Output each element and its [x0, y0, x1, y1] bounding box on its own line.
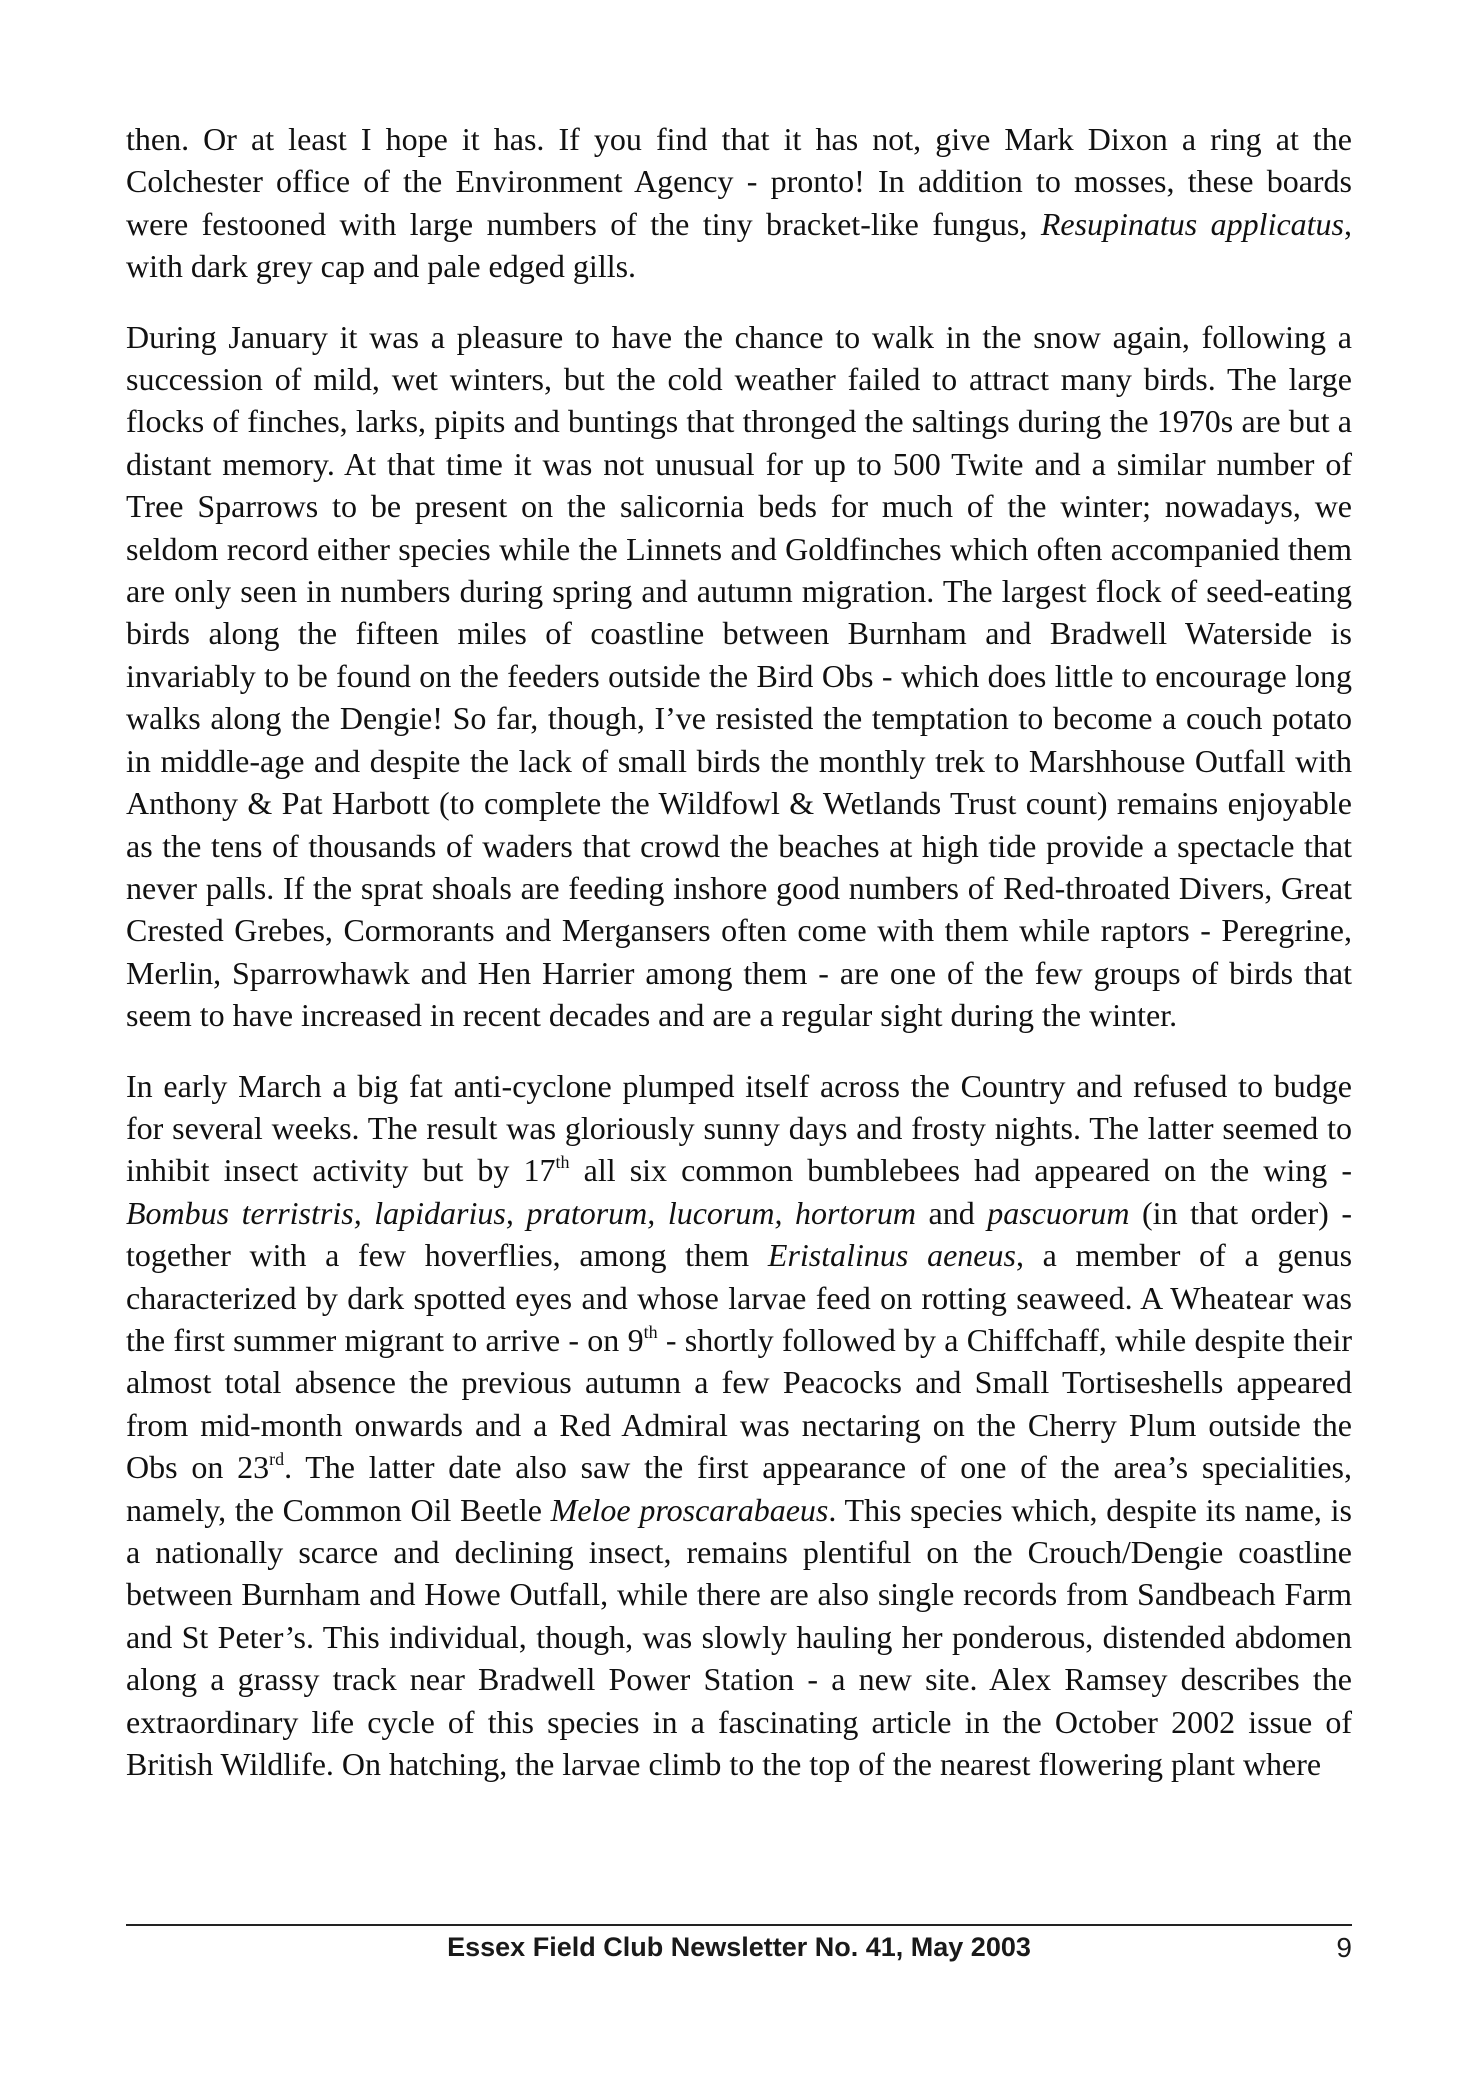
text-run: , a member of a genus characterized by dark spotted eyes and whose larvae feed on rotting seaweed. A Wheatear was the first summer migrant to arrive - on 9: [126, 1237, 1353, 1358]
text-run: - shortly followed by a Chiffchaff, while despite their almost total absence the previous autumn a few Peacocks and Small Tortiseshells appeared from mid-month onwards and a Red Admiral was nectaring on the Cherry Plum outside the Obs on 23: [126, 1321, 1353, 1486]
text-run: then. Or at least I hope it has. If you find that it has not, give Mark Dixon a ring at the Colchester office of the Environment Agency - pronto! In addition to mosses, these boards were festooned with large numbers of the tiny bracket-like fungus,: [126, 121, 1352, 242]
ordinal-suffix: th: [643, 1321, 658, 1342]
italic-species-name: Resupinatus applicatus: [1040, 205, 1345, 242]
text-run: all six common bumblebees had appeared on the wing -: [569, 1152, 1353, 1189]
text-run: In early March a big fat anti-cyclone plumped itself across the Country and refused to budge for several weeks. The result was gloriously sunny days and frosty nights. The latter seemed to inhibit insect activity but by 17: [126, 1067, 1352, 1189]
ordinal-suffix: th: [555, 1152, 570, 1173]
footer-divider: [126, 1924, 1352, 1926]
italic-species-name: Bombus terristris, lapidarius, pratorum, lucorum, hortorum: [126, 1194, 916, 1231]
italic-species-name: pascuorum: [987, 1194, 1130, 1231]
text-run: (in that order) - together with a few hoverflies, among them: [126, 1194, 1353, 1274]
text-run: . The latter date also saw the first appearance of one of the area’s specialities, namely, the Common Oil Beetle: [126, 1449, 1353, 1528]
paragraph-3: [126, 1065, 1352, 1786]
ordinal-suffix: rd: [269, 1449, 285, 1470]
article-body: [126, 118, 1352, 1785]
italic-species-name: Eristalinus aeneus: [767, 1237, 1016, 1274]
footer-title: Essex Field Club Newsletter No. 41, May 2003: [447, 1932, 1031, 1962]
page-footer: [126, 1932, 1352, 1972]
text-run: , with dark grey cap and pale edged gills.: [126, 205, 1353, 285]
paragraph-2: During January it was a pleasure to have the chance to walk in the snow again, following a succession of mild, wet winters, but the cold weather failed to attract many birds. The large flocks of finches, larks, pipits and buntings that thronged the saltings during the 1970s are but a distant memory. At that time it was not unusual for up to 500 Twite and a similar number of Tree Sparrows to be present on the salicornia beds for much of the winter; nowadays, we seldom record either species while the Linnets and Goldfinches which often accompanied them are only seen in numbers during spring and autumn migration. The largest flock of seed-eating birds along the fifteen miles of coastline between Burnham and Bradwell Waterside is invariably to be found on the feeders outside the Bird Obs - which does little to encourage long walks along the Dengie! So far, though, I’ve resisted the temptation to become a couch potato in middle-age and despite the lack of small birds the monthly trek to Marshhouse Outfall with Anthony & Pat Harbott (to complete the Wildfowl & Wetlands Trust count) remains enjoyable as the tens of thousands of waders that crowd the beaches at high tide provide a spectacle that never palls. If the sprat shoals are feeding inshore good numbers of Red-throated Divers, Great Crested Grebes, Cormorants and Mergansers often come with them while raptors - Peregrine, Merlin, Sparrowhawk and Hen Harrier among them - are one of the few groups of birds that seem to have increased in recent decades and are a regular sight during the winter.: [126, 318, 1352, 1034]
paragraph-1: [126, 118, 1352, 288]
italic-species-name: Meloe proscarabaeus: [550, 1491, 829, 1528]
page-number: 9: [1336, 1932, 1352, 1963]
text-run: and: [915, 1194, 988, 1231]
text-run: . This species which, despite its name, is a nationally scarce and declining insect, remains plentiful on the Crouch/Dengie coastline between Burnham and Howe Outfall, while there are also single records from Sandbeach Farm and St Peter’s. This individual, though, was slowly hauling her ponderous, distended abdomen along a grassy track near Bradwell Power Station - a new site. Alex Ramsey describes the extraordinary life cycle of this species in a fascinating article in the October 2002 issue of British Wildlife. On hatching, the larvae climb to the top of the nearest flowering plant where: [126, 1491, 1353, 1783]
